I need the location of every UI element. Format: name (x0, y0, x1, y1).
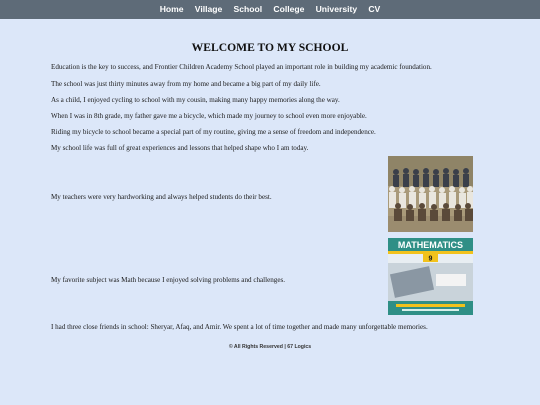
nav-link-school[interactable]: School (233, 4, 263, 14)
mathematics-book-cover (388, 238, 473, 315)
page-title: WELCOME TO MY SCHOOL (191, 41, 349, 54)
paragraph-distance: The school was just thirty minutes away from my home and became a big part of my daily life. (51, 80, 321, 88)
nav-link-home[interactable]: Home (159, 4, 184, 14)
paragraph-routine: Riding my bicycle to school became a special part of my routine, giving me a sense of freedom and independence. (51, 128, 376, 136)
nav-link-college[interactable]: College (273, 4, 305, 14)
paragraph-friends: I had three close friends in school: Sheryar, Afaq, and Amir. We spent a lot of time together and made many unforgettable memories. (51, 323, 428, 331)
nav-link-university[interactable]: University (315, 4, 358, 14)
top-navigation (0, 0, 540, 19)
nav-link-cv[interactable]: CV (368, 4, 381, 14)
paragraph-school-life: My school life was full of great experiences and lessons that helped shape who I am today. (51, 144, 309, 152)
book-cover-title: MATHEMATICS (397, 240, 464, 250)
paragraph-cycling: As a child, I enjoyed cycling to school with my cousin, making many happy memories along the way. (51, 96, 340, 104)
paragraph-education: Education is the key to success, and Frontier Children Academy School played an important role in building my academic foundation. (51, 63, 432, 71)
paragraph-bicycle-gift: When I was in 8th grade, my father gave me a bicycle, which made my journey to school even more enjoyable. (51, 112, 367, 120)
class-group-photo (388, 156, 473, 232)
paragraph-teachers: My teachers were very hardworking and always helped students do their best. (51, 193, 272, 201)
paragraph-favorite-subject: My favorite subject was Math because I enjoyed solving problems and challenges. (51, 276, 286, 284)
nav-link-village[interactable]: Village (194, 4, 223, 14)
footer-copyright: © All Rights Reserved | 67 Logics (228, 344, 312, 350)
book-grade-number: 9 (428, 255, 433, 263)
